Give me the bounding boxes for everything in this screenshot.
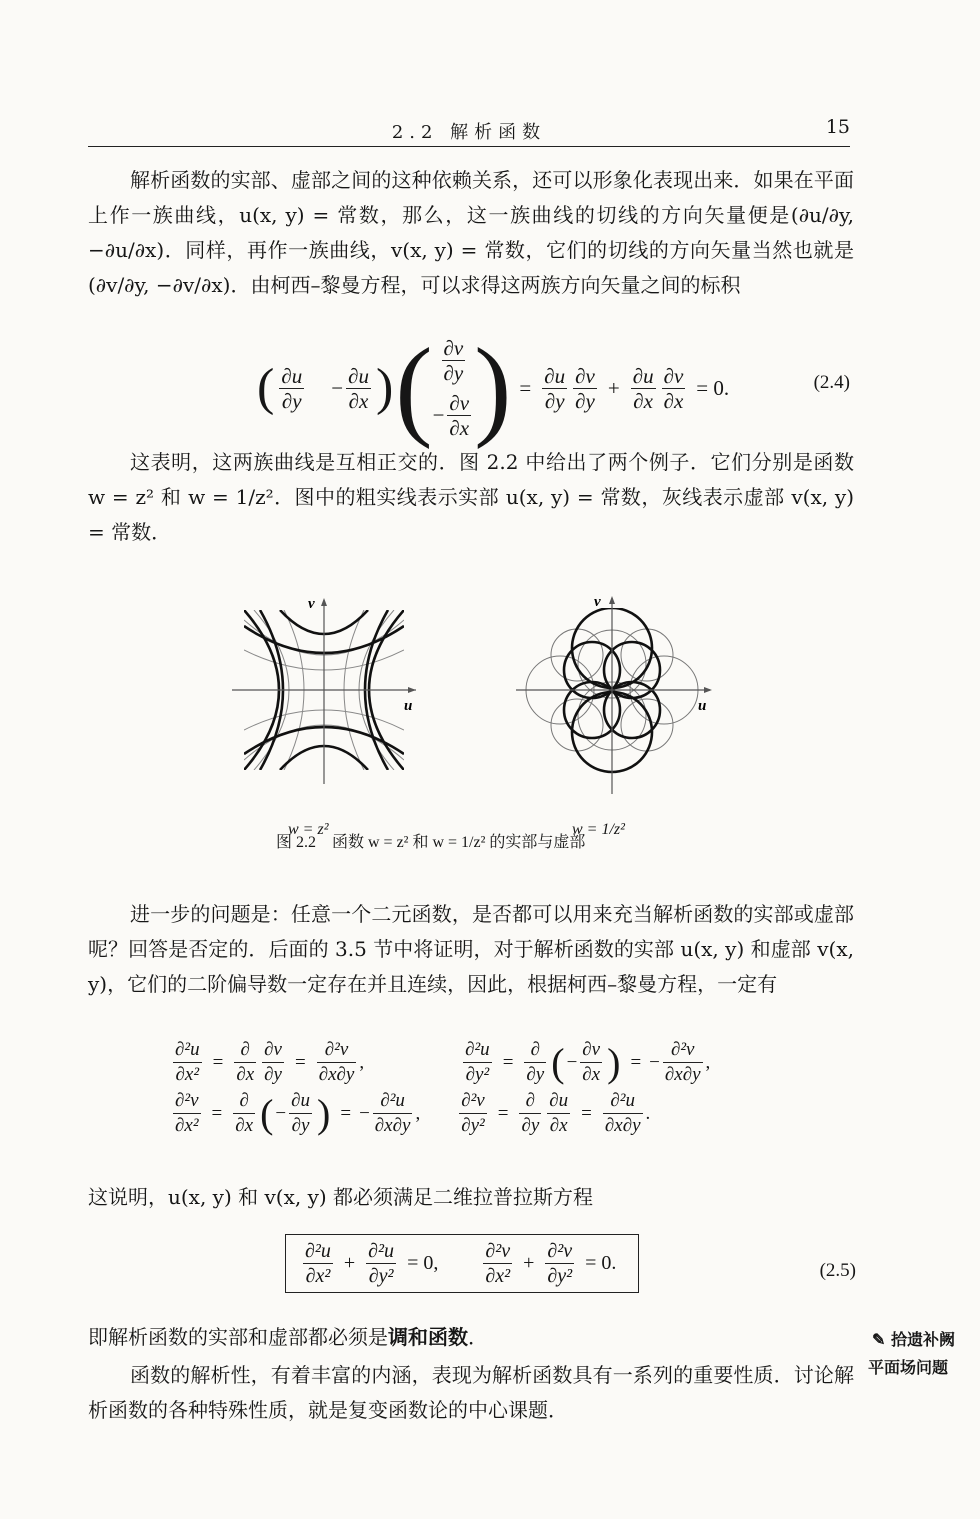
figure-2-2	[220, 588, 740, 818]
equation-second-derivatives: $\frac{\text{∂²u}}{\text{∂x²}}$ = $\frac{\partial}{\partial x}$ $\frac{\partial v}{\partial y}$ = $\frac{\text{∂²v}}{\partial x\partial y}$ , $\frac{\text{∂²u}}{\text{∂y²}}$ = $\frac{\partial}{\partial y}$ ( − $\frac{\partial v}{\partial x}$ ) = − $\frac{\text{∂²v}}{\partial x\partial y}$ , $\frac{\text{∂²v}}{\text{∂x²}}$ = $\frac{\partial}{\partial x}$ ( − $\frac{\partial u}{\partial y}$ ) = − $\frac{\text{∂²u}}{\partial x\partial y}$ , $\frac{\text{∂²v}}{\text{∂y²}}$ = $\frac{\partial}{\partial y}$ $\frac{\partial u}{\partial x}$ = $\frac{\text{∂²u}}{\partial x\partial y}$ .	[175, 1039, 711, 1136]
left-axis-v: v	[308, 596, 315, 612]
right-axis-v: v	[594, 594, 601, 610]
page-number: 15	[825, 116, 850, 138]
paragraph-5: 即解析函数的实部和虚部都必须是调和函数．	[88, 1325, 488, 1349]
right-subfigure-label: w = 1/z²	[572, 821, 625, 838]
margin-note	[868, 1326, 955, 1382]
figure-caption: 图 2.2 函数 w = z² 和 w = 1/z² 的实部与虚部	[276, 834, 586, 851]
margin-note-line1: ✎ 拾遗补阙	[872, 1330, 955, 1349]
equation-number-2-5: (2.5)	[819, 1260, 856, 1281]
equation-2-5: $\frac{\text{∂²u}}{\text{∂x²}}$ + $\frac{\text{∂²u}}{\text{∂y²}}$ = 0, $\frac{\text{∂²v}}{\text{∂x²}}$ + $\frac{\text{∂²v}}{\text{∂y²}}$ = 0.	[285, 1234, 639, 1293]
paragraph-4: 这说明，u(x, y) 和 v(x, y) 都必须满足二维拉普拉斯方程	[88, 1185, 594, 1209]
paragraph-1: 解析函数的实部、虚部之间的这种依赖关系，还可以形象化表现出来．如果在平面上作一族曲线，u(x, y) = 常数，那么，这一族曲线的切线的方向矢量便是(∂u/∂y, −∂u/∂x)．同样，再作一族曲线，v(x, y) = 常数，它们的切线的方向矢量当然也就是 (∂v/∂y, −∂v/∂x)．由柯西–黎曼方程，可以求得这两族方向矢量之间的标积	[88, 168, 854, 297]
section-title: 2.2 解析函数	[391, 122, 547, 143]
equation-number-2-4: (2.4)	[813, 372, 850, 393]
left-subfigure-label: w = z²	[288, 821, 329, 838]
margin-note-line2: 平面场问题	[868, 1358, 949, 1377]
right-axis-u: u	[698, 698, 707, 714]
running-header	[88, 116, 850, 147]
paragraph-2: 这表明，这两族曲线是互相正交的．图 2.2 中给出了两个例子．它们分别是函数 w = z² 和 w = 1/z²．图中的粗实线表示实部 u(x, y) = 常数，灰线表示虚部 v(x, y) = 常数．	[88, 450, 854, 544]
note-icon: ✎	[872, 1330, 886, 1349]
equation-2-4: ( $\frac{\partial u}{\partial y}$ − $\frac{\partial u}{\partial x}$ ) ( $\frac{\partial v}{\partial y}$ − $\frac{\partial v}{\partial x}$ ) = $\frac{\partial u}{\partial y}$ $\frac{\partial v}{\partial y}$ + $\frac{\partial u}{\partial x}$ $\frac{\partial v}{\partial x}$ = 0.	[257, 326, 730, 450]
paragraph-3: 进一步的问题是：任意一个二元函数，是否都可以用来充当解析函数的实部或虚部呢？回答是否定的．后面的 3.5 节中将证明，对于解析函数的实部 u(x, y) 和虚部 v(x, y)，它们的二阶偏导数一定存在并且连续，因此，根据柯西–黎曼方程，一定有	[88, 902, 854, 996]
paragraph-6: 函数的解析性，有着丰富的内涵，表现为解析函数具有一系列的重要性质．讨论解析函数的各种特殊性质，就是复变函数论的中心课题．	[88, 1363, 854, 1422]
harmonic-function-term: 调和函数	[388, 1325, 468, 1349]
left-axis-u: u	[404, 698, 413, 714]
